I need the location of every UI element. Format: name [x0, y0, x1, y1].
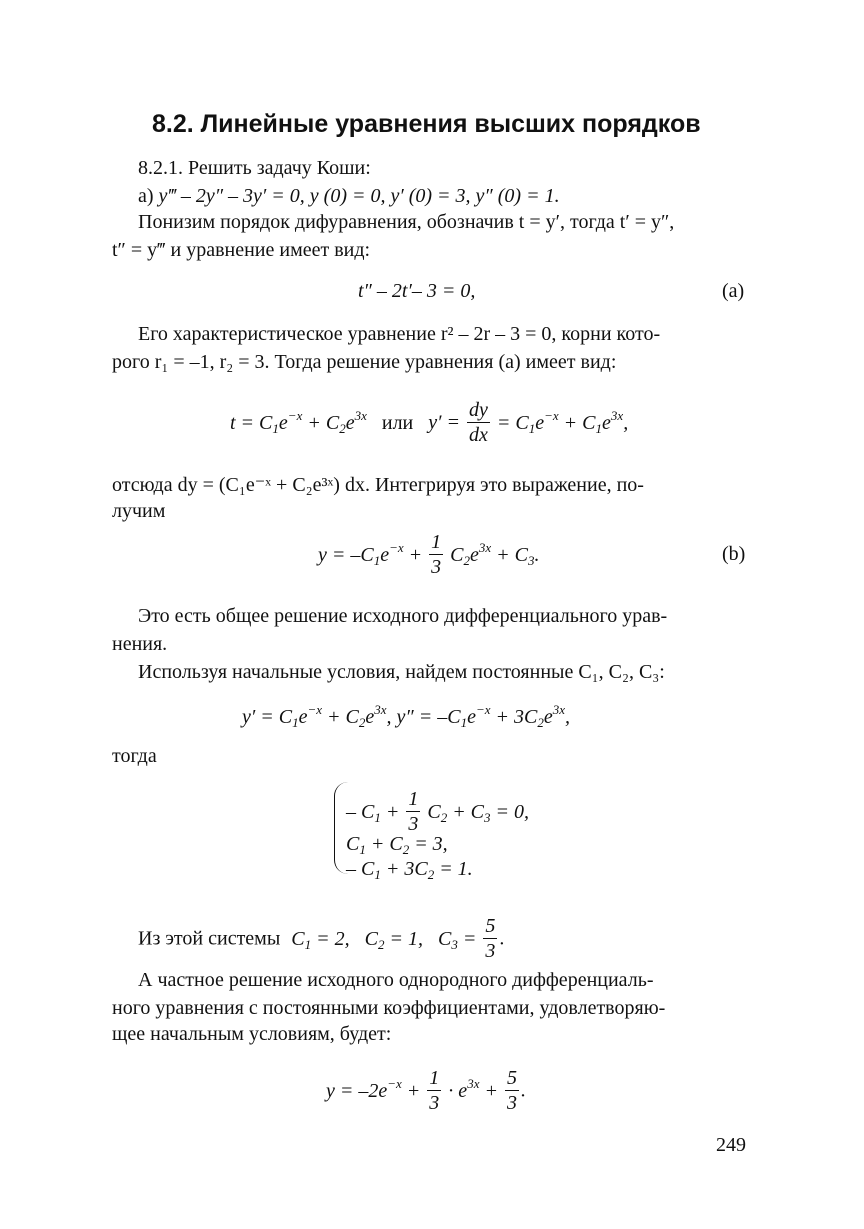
derivatives-formula: $y' = C_1e^{-x} + C_2e^{3x}$, $y'' = -C_1e^{-x} + 3C_2e^{3x}$,	[242, 702, 571, 730]
equation-a: t″ – 2t′– 3 = 0,	[358, 280, 476, 302]
paragraph-4-line-2: нения.	[112, 633, 168, 655]
system-equation-2: $C_1 + C_2 = 3$,	[346, 833, 448, 857]
paragraph-7-line-2: ного уравнения с постоянными коэффициентами, удовлетворяю-	[112, 997, 666, 1019]
paragraph-4-line-1: Это есть общее решение исходного дифференциального урав-	[138, 605, 668, 627]
paragraph-1-line-1: Понизим порядок дифуравнения, обозначив t = y′, тогда t′ = y″,	[138, 211, 675, 233]
paragraph-6-prefix: Из этой системы	[138, 927, 281, 950]
particular-solution-formula: $y = -2e^{-x}$ + $\frac{1}{3}$ · $e^{3x}$ + $\frac{5}{3}$ .	[326, 1067, 526, 1114]
fraction-five-thirds-final: $\frac{5}{3}$	[506, 1067, 517, 1114]
problem-a-equation: y‴ – 2y″ – 3y′ = 0, y (0) = 0, y′ (0) = 3, y″ (0) = 1.	[158, 185, 560, 207]
fraction-dy-dx: $\frac{dy}{dx}$	[469, 399, 488, 446]
system-equation-3: – $C_1 + 3C_2 = 1$.	[346, 858, 473, 882]
problem-a-prefix: а)	[138, 185, 154, 207]
paragraph-2-line-2: рого r₁ = –1, r₂ = 3. Тогда решение уравнения (а) имеет вид:	[112, 351, 617, 373]
section-title: 8.2. Линейные уравнения высших порядков	[152, 110, 701, 138]
paragraph-2-line-1: Его характеристическое уравнение r² – 2r – 3 = 0, корни кото-	[138, 323, 661, 345]
paragraph-3-line-1: отсюда dy = (C₁e⁻ˣ + C₂e³ˣ) dx. Интегрируя это выражение, по-	[112, 474, 644, 496]
page-number: 249	[716, 1134, 746, 1156]
problem-a-line	[138, 182, 560, 210]
paragraph-7-line-3: щее начальным условиям, будет:	[112, 1023, 392, 1045]
paragraph-6-line: Из этой системы $C_1 = 2$, $C_2 = 1$, $C_3$ = $\frac{5}{3}$ .	[138, 915, 505, 962]
fraction-one-third-system: $\frac{1}{3}$	[408, 788, 419, 835]
paragraph-3-line-2: лучим	[112, 500, 166, 522]
general-solution-formula: $t = C_1e^{-x} + C_2e^{3x}$ или y′ = $\frac{dy}{dx}$ = $C_1e^{-x} + C_1e^{3x}$,	[230, 399, 629, 446]
problem-label: 8.2.1. Решить задачу Коши:	[138, 157, 371, 179]
fraction-one-third-final: $\frac{1}{3}$	[429, 1067, 440, 1114]
equation-b-label: (b)	[722, 543, 746, 565]
fraction-five-thirds: $\frac{5}{3}$	[485, 915, 496, 962]
equation-a-label: (a)	[722, 280, 745, 302]
paragraph-1-line-2: t″ = y‴ и уравнение имеет вид:	[112, 239, 371, 261]
fraction-one-third: $\frac{1}{3}$	[431, 531, 442, 578]
system-equation-1: – $C_1$ + $\frac{1}{3}$ $C_2 + C_3 = 0$,	[346, 788, 530, 835]
word-then: тогда	[112, 745, 157, 767]
word-or: или	[381, 411, 414, 434]
equation-b: $y = -C_1e^{-x}$ + $\frac{1}{3}$ $C_2e^{3x} + C_3$.	[318, 531, 540, 578]
paragraph-5-line-1: Используя начальные условия, найдем постоянные C₁, C₂, C₃:	[138, 661, 665, 683]
paragraph-7-line-1: А частное решение исходного однородного дифференциаль-	[138, 969, 654, 991]
